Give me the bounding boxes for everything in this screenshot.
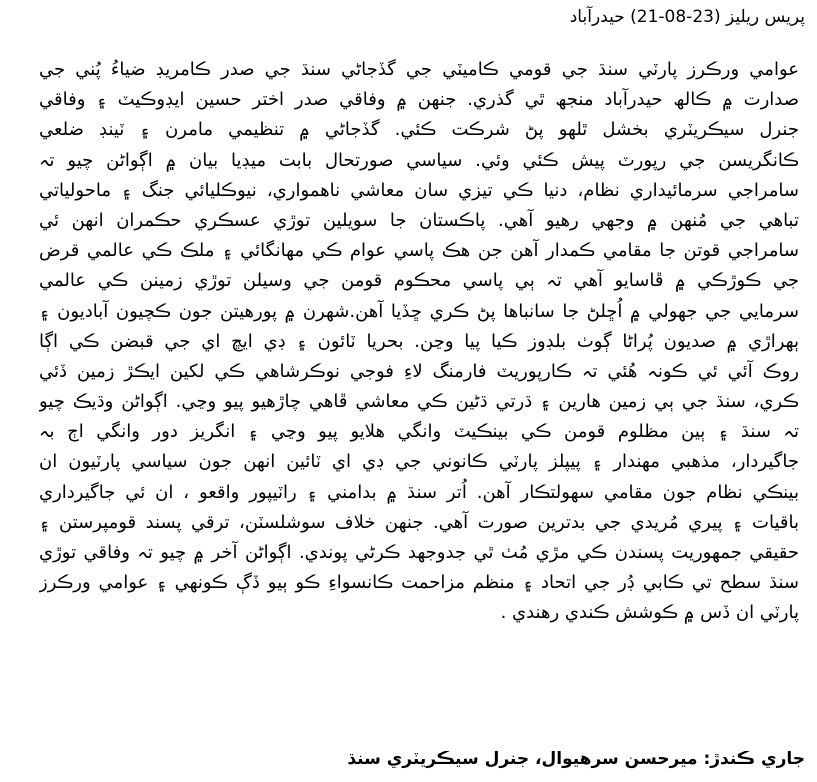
body-line: بينڪي نظام جون مقامي سھولتڪار آھن. اُتر سنڌ ۾ بدامني ۽ راٽيپور واقعو ، ان ئي جاگيرداري bbox=[39, 481, 799, 503]
body-line: روڪ آئي ئي ڪونہ ھُئي تہ ڪارپوريٽ فارمنگ لاءِ فوجي نوڪرشاھي ڪي لکين ايڪڙ زمين ڏئي bbox=[39, 360, 799, 382]
body-line: جاگيردار، مذھبي مھندار ۽ پيپلز پارٽي ڪانوني جي ڊي اي ٽائين انھن جون سياسي پارٽيون ان bbox=[39, 451, 799, 473]
body-line: صدارت ۾ ڪالھ حيدرآباد منجھ ٿي گذري. جنھن ۾ وفاقي صدر اختر حسين ايڊوڪيٽ ۽ وفاقي bbox=[39, 89, 799, 111]
body-line: ڪانگريسن جي رپورٽ پيش ڪئي وئي. سياسي صورتحال بابت ميڊيا بيان ۾ اڳواڻن چيو تہ bbox=[39, 149, 799, 171]
body-line: جي ڪوڙڪي ۾ ڦاسايو آھي تہ ٻي پاسي محڪوم قومن جي وسيلن توڙي زمينن ڪي عالمي bbox=[39, 270, 799, 292]
body-line: تباھي جي مُنھن ۾ وجھي رھيو آھي. پاڪستان جا سويلين توڙي عسڪري حڪمران انھن ئي bbox=[39, 209, 799, 231]
body-line: ڪري، سنڌ جي ٻي زمين ھارين ۽ ڌرتي ڌڻين ڪي معاشي ڦاھي چاڙھيو پيو وڃي. اڳواڻن وڌيڪ چيو bbox=[39, 391, 799, 413]
body-line: باقيات ۽ پيري مُريدي جي بدترين صورت آھي. جنھن خلاف سوشلسٽن، ترقي پسند قومپرستن ۽ bbox=[39, 511, 799, 533]
body-line: سنڌ سطح تي ڪابي ڊُر جي اتحاد ۽ منظم مزاحمت ڪانسواءِ ڪو ٻيو ڏڳ ڪونھي ۽ عوامي ورڪرز bbox=[39, 572, 799, 594]
body-line: پارٽي ان ڏس ۾ ڪوشش ڪندي رھندي . bbox=[500, 602, 799, 624]
body-line: ٻھراڙي ۾ صديون پُراڻا ڳوٺ بلڊوز ڪيا پيا وڃن. بحريا ٽائون ۽ ڊي ايڇ اي جي قبضن ڪي اڳا bbox=[39, 330, 799, 352]
body-line: جنرل سيڪريٽري بخشل ٿلھو پڻ شرڪت ڪئي. گڏجاڻي ۾ تنظيمي مامرن ۽ ٽينڊ ضلعي bbox=[39, 119, 799, 141]
body-line: عوامي ورڪرز پارٽي سنڌ جي قومي ڪاميٽي جي گڏجاڻي سنڌ جي صدر ڪامريڊ ضياءُ پُني جي bbox=[39, 59, 799, 80]
body-line: تہ سنڌ ۽ ٻين مظلوم قومن ڪي بينڪيٽ وانگي ھلايو پيو وڃي ۽ انگريز دور وانگي اڄ بہ bbox=[39, 421, 799, 443]
issuer-signature: جاري ڪندڙ: ميرحسن سرھيوال، جنرل سيڪريٽري سنڌ bbox=[347, 749, 805, 769]
press-release-body bbox=[39, 55, 799, 629]
body-line: سرمايي جي جھولي ۾ اُڇلڻ جا سانباھا پڻ ڪري ڇڏيا آھن.شھرن ۾ پورھيتن جون ڪچيون آباديون ۽ bbox=[39, 300, 799, 322]
body-line: حقيقي جمھوريت پسندن ڪي مڙي مُٺ ٿي جدوجھد ڪرڻي پوندي. اڳواڻن آخر ۾ چيو تہ وفاقي توڙي bbox=[39, 542, 799, 563]
body-line: سامراجي سرمائيداري نظام، دنيا ڪي تيزي سان معاشي ناھمواري، نيوڪليائي جنگ ۽ ماحولياتي bbox=[39, 179, 799, 201]
press-release-title: پريس ريليز (23-08-21) حيدرآباد bbox=[569, 7, 805, 27]
body-line: سامراجي قوتن جا مقامي ڪمدار آھن جن ھڪ پاسي عوام ڪي مھانگائي ۽ ملڪ ڪي عالمي قرض bbox=[39, 240, 799, 262]
